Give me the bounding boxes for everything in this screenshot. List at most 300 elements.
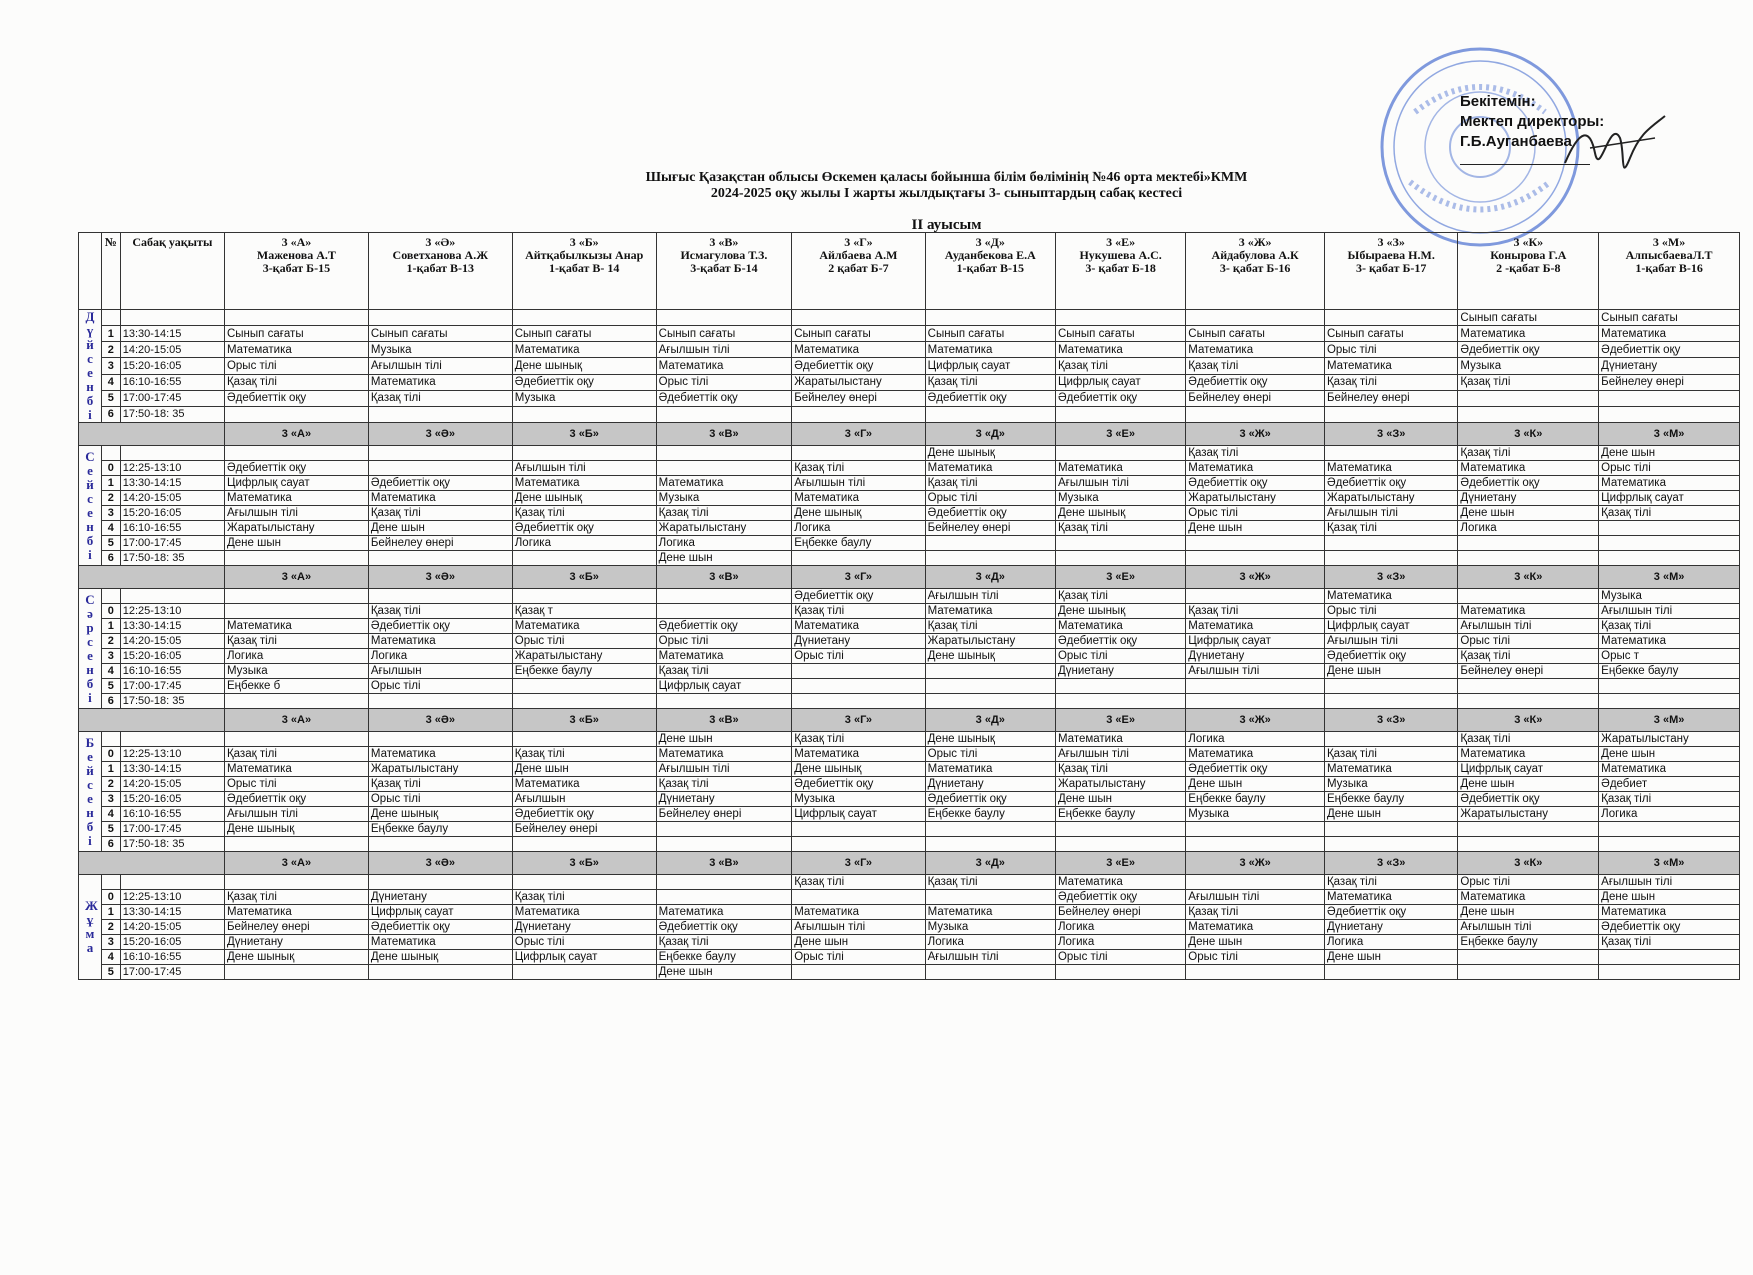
subject-cell (1186, 822, 1325, 837)
header-class-cls: 3 «К» (1513, 235, 1544, 249)
subject-cell: Бейнелеу өнері (925, 521, 1055, 536)
lesson-time: 16:10-16:55 (120, 374, 224, 390)
subject-cell: Дене шын (1324, 664, 1457, 679)
subject-cell: Әдебиеттік оқу (1599, 920, 1740, 935)
separator-class-label: 3 «Д» (925, 566, 1055, 589)
lesson-number (101, 589, 120, 604)
subject-cell (792, 406, 925, 422)
lesson-row (79, 446, 1740, 461)
subject-cell: Логика (1055, 920, 1185, 935)
subject-cell (792, 664, 925, 679)
separator-class-label: 3 «В» (656, 852, 792, 875)
subject-cell: Бейнелеу өнері (512, 822, 656, 837)
subject-cell: Дене шынық (224, 822, 368, 837)
subject-cell: Бейнелеу өнері (1055, 905, 1185, 920)
subject-cell (1186, 837, 1325, 852)
day-name (79, 732, 102, 852)
separator-class-label: 3 «Е» (1055, 709, 1185, 732)
subject-cell (368, 446, 512, 461)
lesson-number (101, 732, 120, 747)
header-day (79, 233, 102, 310)
lesson-time: 12:25-13:10 (120, 604, 224, 619)
subject-cell: Логика (925, 935, 1055, 950)
subject-cell: Математика (1055, 461, 1185, 476)
subject-cell: Дене шын (1324, 807, 1457, 822)
subject-cell (1324, 406, 1457, 422)
separator-class-label: 3 «Ж» (1186, 709, 1325, 732)
header-class-teacher: Исмагулова Т.З. (680, 248, 768, 262)
subject-cell: Орыс тілі (368, 792, 512, 807)
subject-cell: Қазақ тілі (368, 506, 512, 521)
separator-class-label: 3 «М» (1599, 709, 1740, 732)
header-class-room: 1-қабат В-16 (1635, 261, 1703, 275)
subject-cell: Математика (512, 476, 656, 491)
subject-cell (1186, 694, 1325, 709)
subject-cell: Сынып сағаты (792, 326, 925, 342)
subject-cell (656, 890, 792, 905)
subject-cell: Қазақ тілі (925, 619, 1055, 634)
subject-cell: Орыс тілі (656, 374, 792, 390)
lesson-time (120, 875, 224, 890)
subject-cell: Музыка (1324, 777, 1457, 792)
subject-cell: Дүниетану (925, 777, 1055, 792)
lesson-row (79, 905, 1740, 920)
subject-cell: Дүниетану (792, 634, 925, 649)
separator-class-label: 3 «В» (656, 566, 792, 589)
subject-cell: Еңбекке баулу (1186, 792, 1325, 807)
subject-cell: Дене шын (1599, 747, 1740, 762)
separator-class-label: 3 «К» (1458, 709, 1599, 732)
lesson-number: 0 (101, 604, 120, 619)
subject-cell: Қазақ тілі (656, 935, 792, 950)
subject-cell: Математика (1055, 875, 1185, 890)
subject-cell (792, 679, 925, 694)
subject-cell (1055, 406, 1185, 422)
subject-cell: Қазақ тілі (792, 461, 925, 476)
subject-cell (1458, 406, 1599, 422)
subject-cell (224, 875, 368, 890)
subject-cell: Жаратылыстану (512, 649, 656, 664)
header-class-cls: 3 «З» (1377, 235, 1405, 249)
separator-class-label: 3 «Ә» (368, 709, 512, 732)
subject-cell (656, 446, 792, 461)
header-class-teacher: Нукушева А.С. (1079, 248, 1162, 262)
class-separator-row (79, 852, 1740, 875)
subject-cell: Әдебиеттік оқу (1186, 476, 1325, 491)
subject-cell: Әдебиеттік оқу (656, 920, 792, 935)
subject-cell: Жаратылыстану (1186, 491, 1325, 506)
header-class-teacher: Айдабулова А.К (1211, 248, 1299, 262)
subject-cell: Қазақ тілі (925, 875, 1055, 890)
subject-cell: Қазақ тілі (1599, 935, 1740, 950)
lesson-time (120, 732, 224, 747)
separator-blank (79, 852, 225, 875)
subject-cell: Әдебиеттік оқу (792, 358, 925, 374)
lesson-row (79, 536, 1740, 551)
subject-cell: Сынып сағаты (925, 326, 1055, 342)
lesson-row (79, 694, 1740, 709)
subject-cell (512, 310, 656, 326)
separator-class-label: 3 «М» (1599, 566, 1740, 589)
subject-cell: Математика (792, 491, 925, 506)
subject-cell: Қазақ тілі (925, 476, 1055, 491)
header-class-cls: 3 «М» (1652, 235, 1686, 249)
subject-cell: Сынып сағаты (1055, 326, 1185, 342)
subject-cell: Ағылшын тілі (792, 920, 925, 935)
subject-cell: Ағылшын тілі (656, 342, 792, 358)
subject-cell: Дене шын (656, 965, 792, 980)
subject-cell: Музыка (368, 342, 512, 358)
subject-cell (1186, 536, 1325, 551)
lesson-time: 17:50-18: 35 (120, 551, 224, 566)
day-name (79, 310, 102, 423)
subject-cell: Математика (512, 342, 656, 358)
subject-cell: Қазақ тілі (1186, 905, 1325, 920)
subject-cell: Музыка (224, 664, 368, 679)
subject-cell: Музыка (656, 491, 792, 506)
subject-cell: Сынып сағаты (656, 326, 792, 342)
subject-cell: Қазақ тілі (1324, 374, 1457, 390)
subject-cell: Қазақ т (512, 604, 656, 619)
subject-cell: Математика (1458, 890, 1599, 905)
subject-cell: Математика (792, 619, 925, 634)
day-name-text: Жұма (84, 898, 98, 955)
subject-cell: Дүниетану (1458, 491, 1599, 506)
subject-cell (656, 822, 792, 837)
subject-cell (925, 551, 1055, 566)
subject-cell: Әдебиеттік оқу (512, 374, 656, 390)
header-class (792, 233, 925, 310)
subject-cell: Қазақ тілі (792, 732, 925, 747)
subject-cell: Қазақ тілі (1055, 589, 1185, 604)
subject-cell: Цифрлық сауат (792, 807, 925, 822)
subject-cell (1599, 536, 1740, 551)
separator-blank (79, 423, 225, 446)
lesson-time: 15:20-16:05 (120, 792, 224, 807)
subject-cell (1458, 950, 1599, 965)
subject-cell: Әдебиеттік оқу (224, 390, 368, 406)
subject-cell (1599, 551, 1740, 566)
separator-class-label: 3 «Ә» (368, 852, 512, 875)
lesson-number: 1 (101, 476, 120, 491)
header-class-cls: 3 «Ә» (425, 235, 456, 249)
lesson-time: 17:50-18: 35 (120, 406, 224, 422)
subject-cell: Музыка (1186, 807, 1325, 822)
subject-cell: Ағылшын тілі (1599, 604, 1740, 619)
subject-cell (512, 446, 656, 461)
lesson-time: 16:10-16:55 (120, 664, 224, 679)
separator-blank (79, 566, 225, 589)
subject-cell: Математика (1186, 619, 1325, 634)
subject-cell: Бейнелеу өнері (1186, 390, 1325, 406)
subject-cell: Дүниетану (1324, 920, 1457, 935)
subject-cell: Цифрлық сауат (224, 476, 368, 491)
subject-cell: Орыс тілі (1324, 604, 1457, 619)
subject-cell: Дене шын (1186, 777, 1325, 792)
subject-cell: Математика (512, 777, 656, 792)
subject-cell (1324, 822, 1457, 837)
subject-cell: Қазақ тілі (368, 390, 512, 406)
subject-cell: Бейнелеу өнері (1458, 664, 1599, 679)
lesson-row (79, 604, 1740, 619)
subject-cell (1324, 837, 1457, 852)
subject-cell: Цифрлық сауат (512, 950, 656, 965)
subject-cell: Дүниетану (224, 935, 368, 950)
header-class-teacher: АлпысбаеваЛ.Т (1625, 248, 1713, 262)
separator-class-label: 3 «М» (1599, 852, 1740, 875)
subject-cell (925, 965, 1055, 980)
schedule-table (78, 232, 1740, 980)
lesson-row (79, 506, 1740, 521)
subject-cell: Ағылшын тілі (1324, 634, 1457, 649)
lesson-number: 5 (101, 390, 120, 406)
header-class (1186, 233, 1325, 310)
lesson-number: 6 (101, 406, 120, 422)
subject-cell: Ағылшын тілі (1599, 875, 1740, 890)
header-time: Сабақ уақыты (120, 233, 224, 310)
subject-cell (1324, 694, 1457, 709)
subject-cell: Логика (1055, 935, 1185, 950)
subject-cell: Әдебиеттік оқу (792, 589, 925, 604)
subject-cell: Әдебиеттік оқу (1055, 390, 1185, 406)
subject-cell: Математика (368, 747, 512, 762)
subject-cell: Бейнелеу өнері (656, 807, 792, 822)
subject-cell: Орыс тілі (368, 679, 512, 694)
subject-cell: Еңбекке баулу (368, 822, 512, 837)
subject-cell: Дене шын (1599, 446, 1740, 461)
subject-cell: Әдебиеттік оқу (1324, 649, 1457, 664)
subject-cell (925, 679, 1055, 694)
subject-cell (1599, 694, 1740, 709)
subject-cell (1055, 822, 1185, 837)
subject-cell: Математика (368, 374, 512, 390)
separator-class-label: 3 «З» (1324, 852, 1457, 875)
header-row (79, 233, 1740, 310)
header-class-room: 2 -қабат Б-8 (1496, 261, 1561, 275)
subject-cell (1324, 679, 1457, 694)
subject-cell: Дене шын (1599, 890, 1740, 905)
lesson-number: 2 (101, 634, 120, 649)
subject-cell: Дене шын (1324, 950, 1457, 965)
lesson-row (79, 822, 1740, 837)
subject-cell (656, 461, 792, 476)
lesson-row (79, 521, 1740, 536)
header-class-room: 3- қабат Б-18 (1085, 261, 1156, 275)
subject-cell (1458, 837, 1599, 852)
subject-cell: Қазақ тілі (368, 604, 512, 619)
subject-cell: Ағылшын тілі (656, 762, 792, 777)
subject-cell (512, 965, 656, 980)
lesson-number: 1 (101, 762, 120, 777)
subject-cell: Математика (1458, 461, 1599, 476)
lesson-row (79, 342, 1740, 358)
subject-cell: Әдебиеттік оқу (368, 920, 512, 935)
subject-cell (368, 694, 512, 709)
subject-cell: Қазақ тілі (1186, 604, 1325, 619)
subject-cell: Әдебиеттік оқу (1055, 890, 1185, 905)
separator-class-label: 3 «Ж» (1186, 566, 1325, 589)
subject-cell: Дене шынық (1055, 506, 1185, 521)
lesson-number: 6 (101, 551, 120, 566)
director-name: Г.Б.Ауганбаева (1460, 133, 1572, 150)
lesson-number: 4 (101, 950, 120, 965)
subject-cell (792, 446, 925, 461)
subject-cell (1186, 406, 1325, 422)
subject-cell (368, 965, 512, 980)
subject-cell: Орыс тілі (656, 634, 792, 649)
subject-cell: Ағылшын тілі (1055, 476, 1185, 491)
separator-class-label: 3 «Б» (512, 566, 656, 589)
subject-cell: Математика (368, 935, 512, 950)
lesson-time: 17:00-17:45 (120, 390, 224, 406)
subject-cell: Математика (224, 619, 368, 634)
lesson-number: 2 (101, 920, 120, 935)
subject-cell: Математика (925, 604, 1055, 619)
header-num: № (101, 233, 120, 310)
subject-cell: Дене шын (1458, 777, 1599, 792)
subject-cell (925, 664, 1055, 679)
subject-cell: Дене шынық (925, 732, 1055, 747)
subject-cell: Дүниетану (512, 920, 656, 935)
subject-cell: Әдебиеттік оқу (1458, 342, 1599, 358)
subject-cell (224, 406, 368, 422)
subject-cell: Ағылшын тілі (1186, 890, 1325, 905)
subject-cell (1324, 446, 1457, 461)
subject-cell: Орыс тілі (792, 950, 925, 965)
subject-cell: Музыка (792, 792, 925, 807)
subject-cell: Еңбекке баулу (656, 950, 792, 965)
lesson-row (79, 920, 1740, 935)
lesson-number: 0 (101, 461, 120, 476)
subject-cell: Қазақ тілі (792, 604, 925, 619)
subject-cell: Қазақ тілі (1055, 358, 1185, 374)
subject-cell: Математика (656, 649, 792, 664)
subject-cell: Қазақ тілі (1186, 358, 1325, 374)
subject-cell: Цифрлық сауат (1055, 374, 1185, 390)
subject-cell: Жаратылыстану (1458, 807, 1599, 822)
subject-cell: Дене шын (656, 551, 792, 566)
subject-cell: Логика (224, 649, 368, 664)
subject-cell: Математика (1186, 342, 1325, 358)
subject-cell (512, 837, 656, 852)
lesson-time: 15:20-16:05 (120, 935, 224, 950)
subject-cell (1458, 536, 1599, 551)
lesson-time: 12:25-13:10 (120, 890, 224, 905)
separator-class-label: 3 «К» (1458, 852, 1599, 875)
separator-class-label: 3 «Ә» (368, 423, 512, 446)
lesson-time: 14:20-15:05 (120, 920, 224, 935)
lesson-row (79, 476, 1740, 491)
subject-cell: Математика (792, 747, 925, 762)
subject-cell: Қазақ тілі (224, 634, 368, 649)
day-name (79, 589, 102, 709)
subject-cell: Әдебиеттік оқу (1186, 762, 1325, 777)
lesson-time: 17:00-17:45 (120, 822, 224, 837)
lesson-row (79, 589, 1740, 604)
lesson-number: 3 (101, 649, 120, 664)
subject-cell: Қазақ тілі (1458, 649, 1599, 664)
subject-cell: Жаратылыстану (656, 521, 792, 536)
subject-cell: Қазақ тілі (224, 890, 368, 905)
subject-cell: Қазақ тілі (1599, 619, 1740, 634)
subject-cell: Қазақ тілі (368, 777, 512, 792)
lesson-row (79, 950, 1740, 965)
subject-cell: Әдебиеттік оқу (368, 619, 512, 634)
separator-class-label: 3 «А» (224, 709, 368, 732)
subject-cell (925, 406, 1055, 422)
subject-cell: Әдебиеттік оқу (1186, 374, 1325, 390)
subject-cell: Дене шынық (792, 762, 925, 777)
subject-cell (1324, 310, 1457, 326)
lesson-time: 16:10-16:55 (120, 950, 224, 965)
subject-cell (1186, 679, 1325, 694)
subject-cell (656, 604, 792, 619)
subject-cell: Қазақ тілі (1186, 446, 1325, 461)
subject-cell: Музыка (1599, 589, 1740, 604)
subject-cell: Әдебиеттік оқу (656, 390, 792, 406)
subject-cell: Дене шын (1186, 521, 1325, 536)
header-class-cls: 3 «Д» (975, 235, 1005, 249)
subject-cell: Математика (1186, 747, 1325, 762)
subject-cell: Әдебиеттік оқу (512, 521, 656, 536)
subject-cell: Әдебиеттік оқу (1458, 792, 1599, 807)
subject-cell: Жаратылыстану (1055, 777, 1185, 792)
subject-cell: Орыс тілі (792, 649, 925, 664)
subject-cell: Математика (1324, 890, 1457, 905)
lesson-time: 17:00-17:45 (120, 679, 224, 694)
subject-cell (925, 536, 1055, 551)
subject-cell: Дене шын (368, 521, 512, 536)
subject-cell: Дүниетану (1599, 358, 1740, 374)
subject-cell (512, 875, 656, 890)
subject-cell: Әдебиеттік оқу (1458, 476, 1599, 491)
lesson-number: 5 (101, 822, 120, 837)
subject-cell: Дене шынық (925, 649, 1055, 664)
header-class-teacher: Конырова Г.А (1490, 248, 1567, 262)
subject-cell (792, 890, 925, 905)
subject-cell (1186, 551, 1325, 566)
subject-cell: Әдебиеттік оқу (1599, 342, 1740, 358)
subject-cell: Музыка (1055, 491, 1185, 506)
subject-cell: Цифрлық сауат (656, 679, 792, 694)
subject-cell (1324, 536, 1457, 551)
subject-cell: Сынып сағаты (1324, 326, 1457, 342)
lesson-number: 4 (101, 521, 120, 536)
separator-class-label: 3 «Д» (925, 423, 1055, 446)
lesson-number: 1 (101, 619, 120, 634)
separator-blank (79, 709, 225, 732)
subject-cell: Ағылшын тілі (224, 506, 368, 521)
subject-cell (224, 694, 368, 709)
lesson-row (79, 807, 1740, 822)
subject-cell: Математика (224, 491, 368, 506)
lesson-time (120, 446, 224, 461)
lesson-row (79, 679, 1740, 694)
separator-class-label: 3 «Д» (925, 852, 1055, 875)
subject-cell: Сынып сағаты (1458, 310, 1599, 326)
subject-cell: Орыс тілі (224, 358, 368, 374)
lesson-number: 1 (101, 905, 120, 920)
subject-cell: Әдебиеттік оқу (925, 506, 1055, 521)
subject-cell (925, 890, 1055, 905)
subject-cell: Цифрлық сауат (1458, 762, 1599, 777)
day-name-text: Дүйсенбі (85, 309, 95, 422)
lesson-time: 15:20-16:05 (120, 506, 224, 521)
subject-cell: Қазақ тілі (656, 506, 792, 521)
subject-cell (656, 694, 792, 709)
subject-cell (1599, 406, 1740, 422)
subject-cell: Әдебиеттік оқу (1324, 905, 1457, 920)
